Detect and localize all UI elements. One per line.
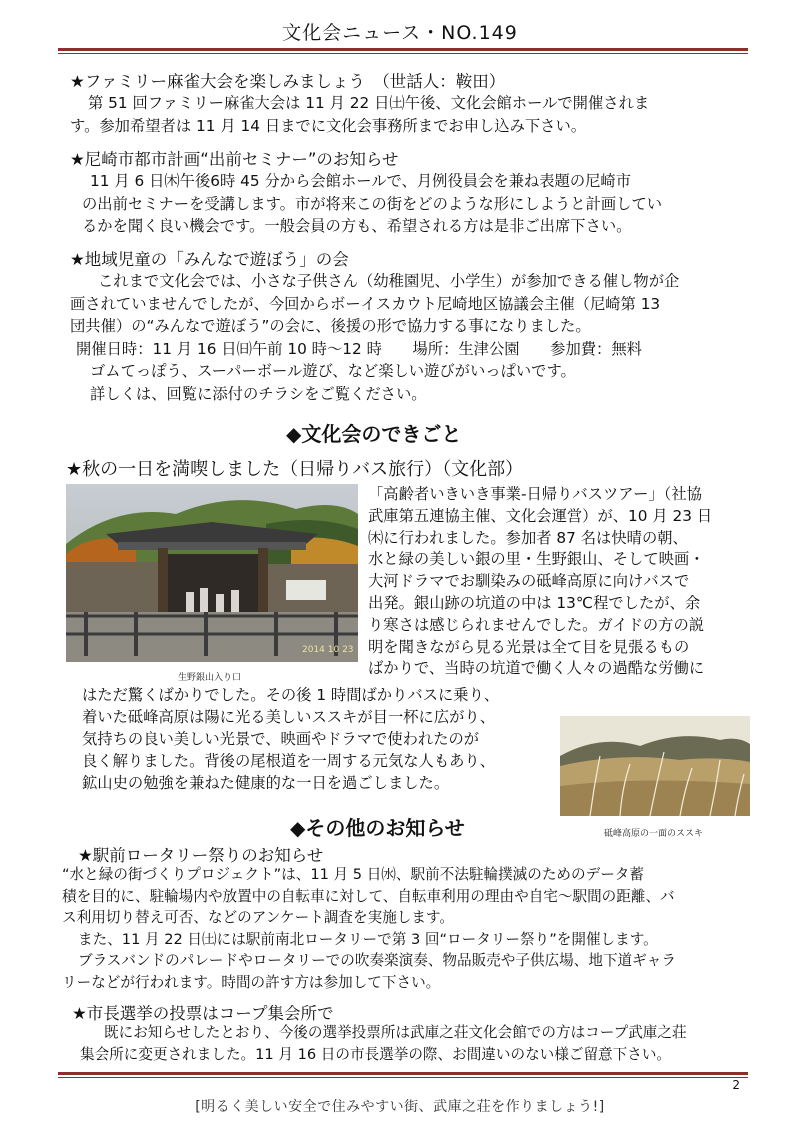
- mahjong-line: す。参加希望者は 11 月 14 日までに文化会事務所までお申し込み下さい。: [70, 116, 587, 135]
- trip-line: 大河ドラマでお馴染みの砥峰高原に向けバスで: [368, 572, 690, 591]
- trip-line: 明を聞きながら見る光景は全て目を見張るもの: [368, 637, 690, 656]
- mine-photo-caption: 生野銀山入り口: [178, 673, 242, 683]
- page-number: 2: [732, 1078, 740, 1092]
- kids-line: 詳しくは、回覧に添付のチラシをご覧ください。: [90, 384, 427, 403]
- trip-line: 水と緑の美しい銀の里・生野銀山、そして映画・: [368, 550, 705, 569]
- trip-line: 気持ちの良い美しい光景で、映画やドラマで使われたのが: [82, 730, 480, 748]
- footer-divider: [58, 1072, 748, 1078]
- trip-line: 「高齢者いきいき事業-日帰りバスツアー」（社協: [368, 485, 702, 503]
- rotary-line: 積を目的に、駐輪場内や放置中の自転車に対して、自転車利用の理由や自宅～駅間の距離、バ: [62, 887, 675, 905]
- election-line: 既にお知らせしたとおり、今後の選挙投票所は武庫之荘文化会館での方はコープ武庫之荘: [104, 1024, 687, 1041]
- seminar-line: 11 月 6 日㈭午後6時 45 分から会館ホールで、月例役員会を兼ね表題の尼崎市: [90, 172, 632, 190]
- rotary-line: ス利用切り替え可否、などのアンケート調査を実施します。: [62, 909, 454, 927]
- footer-slogan: [明るく美しい安全で住みやすい街、武庫之荘を作りましょう!]: [195, 1099, 605, 1115]
- trip-line: ㈭に行われました。参加者 87 名は快晴の朝、: [368, 528, 688, 547]
- trip-line: はただ驚くばかりでした。その後 1 時間ばかりバスに乗り、: [82, 686, 500, 704]
- trip-heading: ★秋の一日を満喫しました（日帰りバス旅行）（文化部）: [66, 459, 524, 480]
- header-divider: [58, 48, 748, 54]
- trip-line: 鉱山史の勉強を兼ねた健康的な一日を過ごしました。: [82, 774, 450, 792]
- kids-line: 団共催）の“みんなで遊ぼう”の会に、後援の形で協力する事になりました。: [70, 317, 591, 335]
- election-heading: ★市長選挙の投票はコープ集会所で: [72, 1004, 334, 1023]
- trip-line: 出発。銀山跡の坑道の中は 13℃程でしたが、余: [368, 593, 701, 612]
- rotary-line: ブラスバンドのパレードやロータリーでの吹奏楽演奏、物品販売や子供広場、地下道ギャラ: [78, 952, 676, 970]
- mine-entrance-photo: [66, 484, 358, 662]
- rotary-body: [62, 864, 676, 994]
- kids-event-info: 開催日時：11 月 16 日㈰午前 10 時～12 時 場所：生津公園 参加費：無料: [76, 339, 642, 358]
- trip-line: り寒さは感じられませんでした。ガイドの方の説: [368, 615, 705, 634]
- kids-body: [70, 270, 679, 405]
- photo-date-stamp: 2014 10 23: [302, 645, 354, 655]
- trip-line: 武庫第五連協主催、文化会運営）が、10 月 23 日: [368, 506, 713, 525]
- election-line: 集会所に変更されました。11 月 16 日の市長選挙の際、お間違いのない様ご留意下さい。: [80, 1046, 672, 1063]
- seminar-heading: ★尼崎市都市計画“出前セミナー”のお知らせ: [70, 150, 399, 169]
- seminar-body: [82, 170, 662, 238]
- seminar-line: るかを聞く良い機会です。一般会員の方も、希望される方は是非ご出席下さい。: [82, 217, 632, 235]
- trip-body-lower: [82, 684, 499, 794]
- seminar-line: の出前セミナーを受講します。市が将来この街をどのような形にしようと計画してい: [82, 194, 663, 213]
- rotary-line: “水と緑の街づくりプロジェクト”は、11 月 5 日㈬、駅前不法駐輪撲滅のためのデータ蓄: [62, 866, 644, 883]
- rotary-line: また、11 月 22 日㈯には駅前南北ロータリーで第 3 回“ロータリー祭り”を開催します。: [78, 930, 658, 948]
- election-body: [80, 1022, 687, 1066]
- kids-line: ゴムてっぽう、スーパーボール遊び、など楽しい遊びがいっぱいです。: [90, 362, 576, 380]
- events-section-title: ◆文化会のできごと: [286, 422, 462, 446]
- kids-heading: ★地域児童の「みんなで遊ぼう」の会: [70, 250, 349, 269]
- mahjong-body: [70, 92, 649, 137]
- mahjong-heading: ★ファミリー麻雀大会を楽しみましょう （世話人：鞍田）: [70, 72, 506, 91]
- trip-line: ばかりで、当時の坑道で働く人々の過酷な労働に: [368, 659, 705, 678]
- pampas-photo-caption: 砥峰高原の一面のススキ: [604, 829, 704, 839]
- mahjong-line: 第 51 回ファミリー麻雀大会は 11 月 22 日㈯午後、文化会館ホールで開催されま: [88, 94, 650, 112]
- trip-line: 良く解りました。背後の尾根道を一周する元気な人もあり、: [82, 752, 496, 770]
- rotary-heading: ★駅前ロータリー祭りのお知らせ: [78, 846, 324, 865]
- kids-line: 画されていませんでしたが、今回からボーイスカウト尼崎地区協議会主催（尼崎第 13: [70, 294, 661, 313]
- other-section-title: ◆その他のお知らせ: [290, 816, 465, 840]
- trip-body-right: [368, 484, 712, 680]
- rotary-line: リーなどが行われます。時間の許す方は参加して下さい。: [62, 973, 441, 991]
- newsletter-title: 文化会ニュース・NO.149: [282, 22, 518, 44]
- pampas-grass-photo: [560, 716, 750, 816]
- kids-line: これまで文化会では、小さな子供さん（幼稚園児、小学生）が参加できる催し物が企: [98, 272, 680, 290]
- trip-line: 着いた砥峰高原は陽に光る美しいススキが目一杯に広がり、: [82, 708, 496, 726]
